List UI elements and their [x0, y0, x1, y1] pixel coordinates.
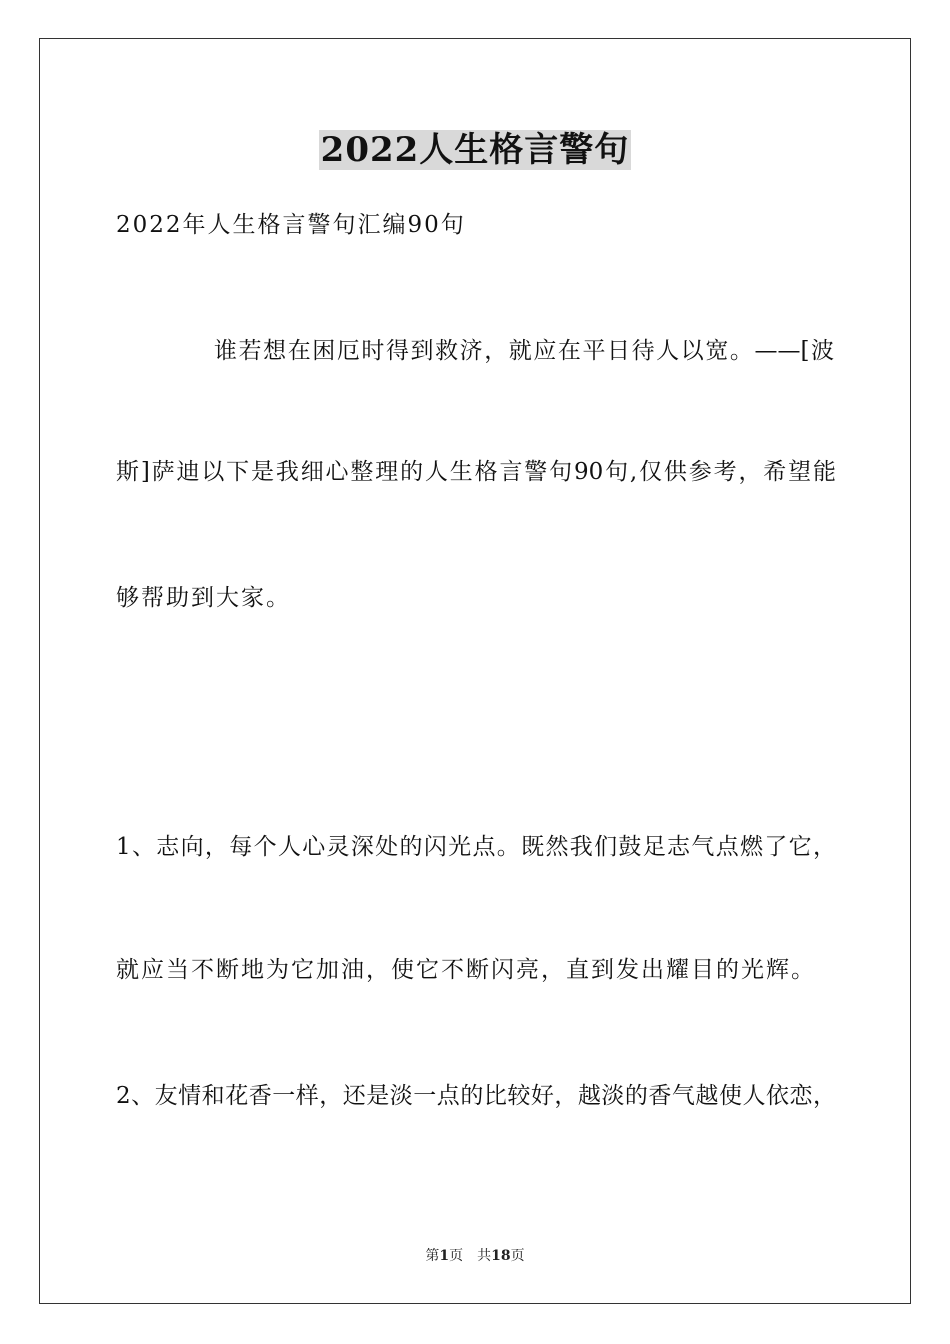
footer-page-suffix: 页: [449, 1248, 464, 1264]
paragraph-line-5: 就应当不断地为它加油，使它不断闪亮，直到发出耀目的光辉。: [116, 957, 816, 983]
document-subtitle: 2022年人生格言警句汇编90句: [116, 212, 466, 238]
page-footer: [0, 1247, 950, 1265]
paragraph-line-4: 1、志向，每个人心灵深处的闪光点。既然我们鼓足志气点燃了它，: [116, 834, 836, 860]
paragraph-line-6: 2、友情和花香一样，还是淡一点的比较好，越淡的香气越使人依恋，: [116, 1083, 836, 1109]
footer-total-prefix: 共: [477, 1248, 492, 1264]
paragraph-line-2: 斯]萨迪以下是我细心整理的人生格言警句90句,仅供参考，希望能: [116, 459, 836, 485]
footer-page-number: 1: [439, 1248, 450, 1264]
paragraph-line-3: 够帮助到大家。: [116, 585, 291, 611]
document-title: [0, 128, 950, 172]
document-title-text: 2022人生格言警句: [320, 130, 630, 170]
paragraph-line-1: 谁若想在困厄时得到救济，就应在平日待人以宽。——[波: [214, 338, 834, 364]
footer-page-prefix: 第: [425, 1248, 440, 1264]
footer-total-suffix: 页: [510, 1248, 525, 1264]
footer-total-pages: 18: [491, 1248, 511, 1264]
